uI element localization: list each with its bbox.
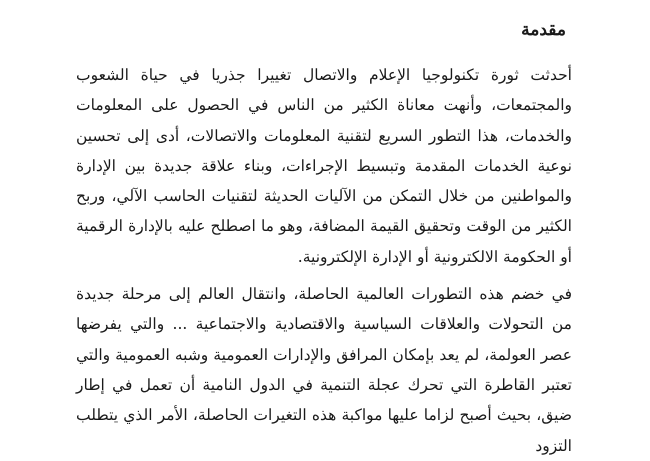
- paragraph-1: أحدثت ثورة تكنولوجيا الإعلام والاتصال تغييرا جذريا في حياة الشعوب والمجتمعات، وأنهت معاناة الكثير من الناس في الحصول على المعلومات والخدمات، هذا التطور السريع لتقنية المعلومات والاتصالات، أدى إلى تحسين نوعية الخدمات المقدمة وتبسيط الإجراءات، وبناء علاقة جديدة بين الإدارة والمواطنين من خلال التمكن من الآليات الحديثة لتقنيات الحاسب الآلي، وربح الكثير من الوقت وتحقيق القيمة المضافة، وهو ما اصطلح عليه بالإدارة الرقمية أو الحكومة الالكترونية أو الإدارة الإلكترونية.: [76, 66, 572, 266]
- document-body: [76, 60, 572, 461]
- document-heading: مقدمة: [521, 20, 566, 40]
- paragraph-2: في خضم هذه التطورات العالمية الحاصلة، وانتقال العالم إلى مرحلة جديدة من التحولات والعلاقات السياسية والاقتصادية والاجتماعية ... والتي يفرضها عصر العولمة، لم يعد بإمكان المرافق والإدارات العمومية وشبه العمومية والتي تعتبر القاطرة التي تحرك عجلة التنمية في الدول النامية أن تعمل في إطار ضيق، بحيث أصبح لزاما عليها مواكبة هذه التغيرات الحاصلة، الأمر الذي يتطلب التزود: [76, 285, 572, 455]
